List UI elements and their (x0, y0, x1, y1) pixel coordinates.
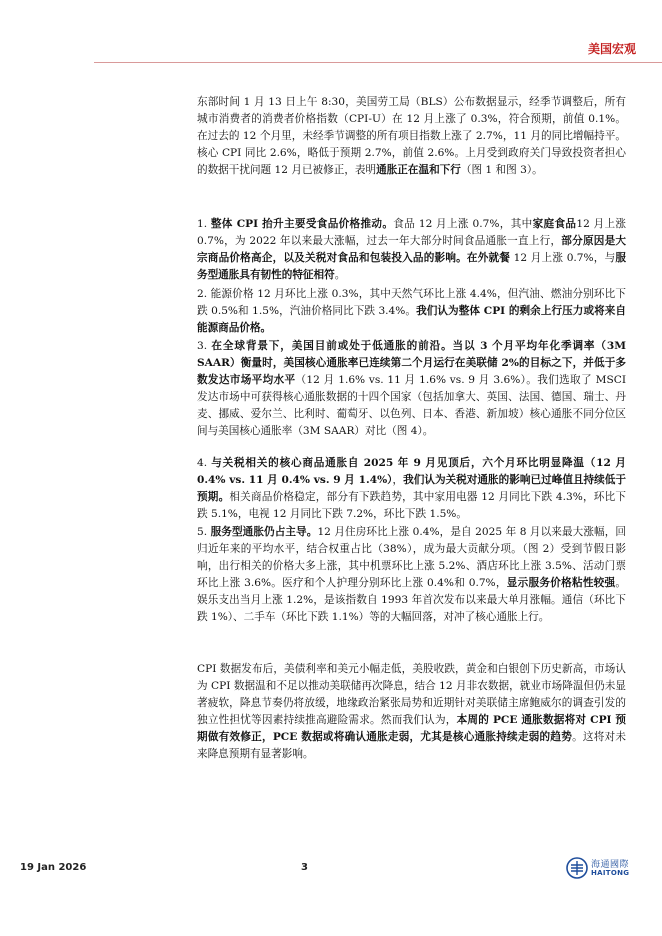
bold-text-segment: 显示服务价格粘性较强 (506, 577, 616, 590)
text-segment: 食品 12 月上涨 0.7%，其中 (393, 218, 533, 230)
text-segment: （12 月 1.6% vs. 11 月 1.6% vs. 9 月 3.6%）。我们选取了 MSCI 发达市场中可获得核心通胀数据的十四个国家（包括加拿大、英国、法国、德国、瑞士、丹麦、挪威、爱尔兰、比利时、葡萄牙、以色列、日本、香港、新加坡）核心通胀不同分位区间与美国核心通胀率（3M SAAR）对比（图 4）。 (197, 374, 627, 438)
text-segment: 12 月上涨 0.7%，为 2022 年以来最大涨幅，过去一年大部分时间食品通胀一直上行， (197, 218, 627, 248)
logo-text-en: HAITONG (591, 869, 630, 877)
bold-text-segment: 与关税相关的核心商品通胀自 2025 年 9 月见顶后，六个月环比明显降温（12 月 0.4% vs. 11 月 0.4% vs. 9 月 1.4%） (197, 457, 626, 487)
point-5-paragraph (197, 524, 626, 627)
page-number: 3 (301, 862, 308, 873)
text-segment: 3. (197, 340, 212, 352)
haitong-logo (566, 855, 646, 881)
text-segment: 。 (334, 269, 346, 282)
bold-text-segment: 整体 CPI 抬升主要受食品价格推动。 (210, 218, 394, 230)
text-segment: 2. 能源价格 12 月环比上涨 0.3%，其中天然气环比上涨 4.4%，但汽油、燃油分别环比下跌 0.5%和 1.5%，汽油价格同比下跌 3.4%。 (197, 288, 626, 318)
bold-text-segment: 本周的 PCE 通胀数据将对 CPI 预期做有效修正，PCE 数据或将确认通胀走弱，尤其是核心通胀持续走弱的趋势 (197, 714, 627, 744)
intro-bold-text: 通胀正在温和下行 (376, 164, 461, 177)
text-segment: 。这将对未来降息预期有显著影响。 (197, 731, 626, 761)
text-segment: 相关商品价格稳定，部分有下跌趋势，其中家用电器 12 月同比下跌 4.3%，环比下跌 5.1%，电视 12 月同比下跌 7.2%，环比下跌 1.5%。 (197, 491, 626, 521)
point-3-paragraph (197, 338, 626, 441)
text-segment: ， (392, 474, 404, 487)
intro-tail-text: （图 1 和图 3）。 (460, 164, 543, 177)
conclusion-paragraph (197, 661, 626, 764)
logo-text-cn: 海通國際 (591, 860, 630, 870)
header-divider (94, 62, 662, 63)
text-segment: 1. (197, 218, 211, 230)
bold-text-segment: 我们认为整体 CPI 的剩余上行压力或将来自能源商品价格。 (197, 305, 627, 335)
point-1-paragraph (197, 216, 626, 284)
intro-paragraph (197, 94, 626, 179)
bold-text-segment: 我们认为关税对通胀的影响已过峰值且持续低于预期。 (197, 474, 626, 504)
text-segment: 12 月住房环比上涨 0.4%，是自 2025 年 8 月以来最大涨幅，回归近年来的平均水平，结合权重占比（38%），成为最大贡献分项。（图 2）受到节假日影响，出行相关的价格大多上涨，其中机票环比上涨 5.2%、酒店环比上涨 3.5%、活动门票环比上涨 3.6%。医疗和个人护理分别环比上涨 0.4%和 0.7%， (197, 526, 626, 590)
bold-text-segment: 在全球背景下，美国目前或处于低通胀的前沿。当以 3 个月平均年化季调率（3M SAAR）衡量时，美国核心通胀率已连续第二个月运行在美联储 2%的目标之下，并低于多数发达市场平均水平 (197, 340, 626, 387)
bold-text-segment: 服务型通胀具有韧性的特征相符 (197, 252, 626, 282)
bold-text-segment: 部分原因是大宗商品价格高企，以及关税对食品和包装投入品的影响。在外就餐 (197, 235, 626, 265)
page-header-title: 美国宏观 (587, 42, 636, 56)
text-segment: 12 月上涨 0.7%，与 (510, 252, 616, 265)
text-segment: 。娱乐支出当月上涨 1.2%，是该指数自 1993 年首次发布以来最大单月涨幅。通信（环比下跌 1%）、二手车（环比下跌 1.1%）等的大幅回落，对冲了核心通胀上行。 (197, 577, 627, 624)
text-segment: 5. (197, 526, 211, 538)
haitong-logo-icon (566, 857, 588, 879)
intro-text: 东部时间 1 月 13 日上午 8:30，美国劳工局（BLS）公布数据显示，经季节调整后，所有城市消费者的消费者价格指数（CPI-U）在 12 月上涨了 0.3%，符合预期，前值 0.1%。在过去的 12 个月里，未经季节调整的所有项目指数上涨了 2.7%，11 月的同比增幅持平。核心 CPI 同比 2.6%，略低于预期 2.7%，前值 2.6%。上月受到政府关门导致投资者担心的数据干扰问题 12 月已被修正，表明 (197, 96, 626, 177)
bold-text-segment: 服务型通胀仍占主导。 (210, 526, 318, 538)
report-date: 19 Jan 2026 (20, 862, 87, 873)
point-4-paragraph (197, 455, 626, 523)
text-segment: CPI 数据发布后，美债利率和美元小幅走低，美股收跌，黄金和白银创下历史新高，市场认为 CPI 数据温和不足以推动美联储再次降息，结合 12 月非农数据，就业市场降温但仍未显著疲软，降息节奏仍将放缓，地缘政治紧张局势和近期针对美联储主席鲍威尔的调查引发的独立性担忧等因素持续推高避险需求。然而我们认为， (197, 663, 626, 727)
bold-text-segment: 家庭食品 (532, 218, 577, 230)
text-segment: 4. (197, 457, 212, 469)
point-2-paragraph (197, 286, 626, 337)
